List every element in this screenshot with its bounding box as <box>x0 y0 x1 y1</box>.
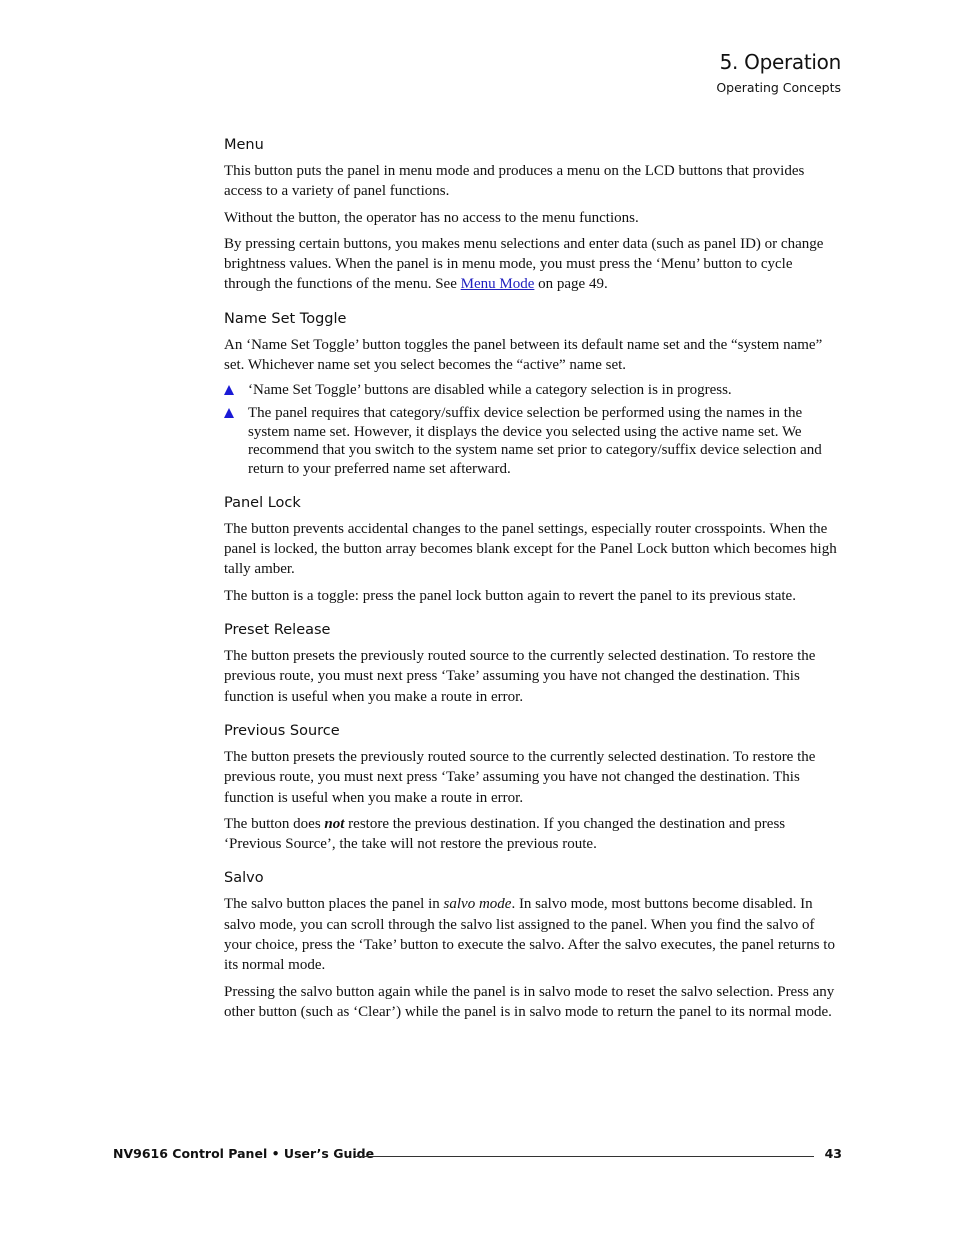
paragraph: This button puts the panel in menu mode and produces a menu on the LCD buttons that provides access to a variety of panel functions. <box>224 163 805 200</box>
section-menu <box>224 134 842 295</box>
paragraph <box>224 814 842 855</box>
paragraph: An ‘Name Set Toggle’ button toggles the panel between its default name set and the “system name” set. Whichever name set you select becomes the “active” name set. <box>224 336 823 374</box>
section-preset-release <box>224 619 842 707</box>
list-item-text: ‘Name Set Toggle’ buttons are disabled while a category selection is in progress. <box>248 382 732 399</box>
list-item <box>224 381 842 400</box>
section-salvo <box>224 867 842 1022</box>
text: restore the previous destination. If you changed the destination and press ‘Previous Source’, the take will not restore the previous route. <box>224 815 786 853</box>
section-subtitle: Operating Concepts <box>716 80 841 95</box>
menu-mode-link[interactable]: Menu Mode <box>460 276 535 293</box>
heading-previous-source: Previous Source <box>224 722 340 739</box>
paragraph <box>224 234 842 295</box>
heading-name-set-toggle: Name Set Toggle <box>224 310 347 327</box>
footer-rule <box>355 1156 814 1157</box>
heading-panel-lock: Panel Lock <box>224 494 301 511</box>
paragraph: The button is a toggle: press the panel lock button again to revert the panel to its previous state. <box>224 587 796 604</box>
paragraph: The button prevents accidental changes to the panel settings, especially router crosspoints. When the panel is locked, the button array becomes blank except for the Panel Lock button which becomes high tally amber. <box>224 520 837 578</box>
paragraph: Pressing the salvo button again while the panel is in salvo mode to reset the salvo selection. Press any other button (such as ‘Clear’) while the panel is in salvo mode to return the panel to its normal mode. <box>224 983 835 1020</box>
emphasis: salvo mode <box>443 896 512 913</box>
page-number: 43 <box>824 1146 842 1161</box>
text: The salvo button places the panel in <box>224 896 444 913</box>
text: on page 49. <box>534 276 608 293</box>
footer-title: NV9616 Control Panel • User’s Guide <box>113 1146 375 1161</box>
section-panel-lock <box>224 492 842 606</box>
section-name-set-toggle <box>224 308 842 479</box>
chapter-title: 5. Operation <box>719 50 841 74</box>
heading-salvo: Salvo <box>224 870 264 887</box>
paragraph <box>224 894 842 975</box>
triangle-bullet-icon <box>224 385 234 395</box>
emphasis: not <box>324 815 345 832</box>
heading-preset-release: Preset Release <box>224 622 331 639</box>
bullet-list <box>224 381 842 479</box>
page-content <box>224 134 842 1035</box>
page-footer <box>113 1145 842 1165</box>
triangle-bullet-icon <box>224 408 234 418</box>
heading-menu: Menu <box>224 137 264 153</box>
text: The button does <box>224 815 325 832</box>
paragraph: The button presets the previously routed source to the currently selected destination. To restore the previous route, you must next press ‘Take’ assuming you have not changed the destination. This function is useful when you make a route in error. <box>224 748 816 806</box>
text: . In salvo mode, most buttons become disabled. In salvo mode, you can scroll through the salvo list assigned to the panel. When you find the salvo of your choice, press the ‘Take’ button to execute the salvo. After the salvo executes, the panel returns to its normal mode. <box>224 896 835 974</box>
paragraph: Without the button, the operator has no access to the menu functions. <box>224 209 639 226</box>
list-item-text: The panel requires that category/suffix device selection be performed using the names in the system name set. However, it displays the device you selected using the active name set. We recommend that you switch to the system name set prior to category/suffix device selection and return to your preferred name set afterward. <box>248 405 822 478</box>
paragraph: The button presets the previously routed source to the currently selected destination. To restore the previous route, you must next press ‘Take’ assuming you have not changed the destination. This function is useful when you make a route in error. <box>224 648 816 705</box>
section-previous-source <box>224 720 842 854</box>
text: By pressing certain buttons, you makes menu selections and enter data (such as panel ID) or change brightness values. When the panel is in menu mode, you must press the ‘Menu’ button to cycle through the functions of the menu. See <box>224 235 824 293</box>
list-item <box>224 404 842 479</box>
